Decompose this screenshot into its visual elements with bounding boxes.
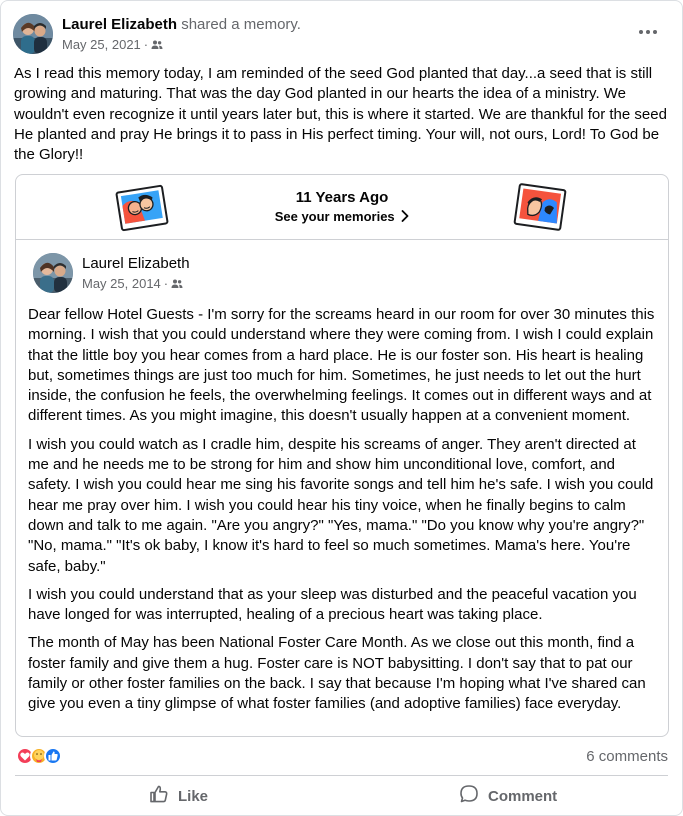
post-text: As I read this memory today, I am reminded of the seed God planted that day...a seed that is still growing and maturing. That was the day God planted in our hearts the idea of a ministry. We wouldn't even recognize it until years later but, this is where it started. We are thankful for the seed He planted and pray He brings it to pass in His perfect timing. Your will, not ours, Lord! To God be the Glory!! [14,65,667,164]
divider [15,775,668,776]
see-memories-link[interactable] [16,209,668,225]
chevron-right-icon [401,210,409,225]
original-post-date[interactable]: May 25, 2014 [82,276,161,291]
years-ago: 11 Years Ago [295,189,389,206]
separator: · [143,37,149,52]
post-header [13,14,670,56]
memory-card [15,174,669,737]
comment-bubble-icon [459,784,479,808]
author-name[interactable]: Laurel Elizabeth [62,16,178,33]
comment-label: Comment [488,787,558,805]
original-post-header [33,253,433,295]
separator: · [163,276,169,291]
original-paragraph: I wish you could watch as I cradle him, despite his screams of anger. They aren't directed at me and he needs me to be strong for him and show him unconditional love, comfort, and safety. I wish you could hear me sing his favorite songs and tell him he's safe. I wish you could hear me pray over him. I wish you could hear his tiny voice, when he finally begins to calm down and talk to me again. "Are you angry?" "Yes, mama." "Do you know why you're angry?" "No, mama." "It's ok baby, I know it's hard to feel so much sometimes. Mama's here. You're safe, baby." [28,435,654,575]
post-action: shared a memory. [181,16,301,33]
thumbs-up-icon [149,784,169,808]
like-button[interactable] [149,782,208,810]
see-memories-label: See your memories [274,209,395,224]
like-label: Like [178,787,209,805]
original-post-text [28,305,658,723]
original-author-name[interactable]: Laurel Elizabeth [82,255,190,272]
original-author-avatar[interactable] [33,253,73,293]
author-avatar[interactable] [13,14,53,54]
comments-count[interactable]: 6 comments [586,748,668,765]
like-icon [44,747,62,765]
friends-icon[interactable] [151,39,163,51]
original-paragraph: I wish you could understand that as your sleep was disturbed and the peaceful vacation you have longed for was interrupted, healing of a precious heart was taking place. [28,585,637,624]
memory-banner[interactable] [16,175,668,240]
original-paragraph: Dear fellow Hotel Guests - I'm sorry for the screams heard in our room for over 30 minutes this morning. I wish that you could understand where they were coming from. I wish I could explain that the little boy you hear comes from a hard place. He is our foster son. His heart is healing but, sometimes things are just too much for him. Sometimes, he just needs to let out the hurt inside, the confusion he feels, the overwhelming feelings. It comes out in different ways and at different times. As you might imagine, this doesn't usually happen at a convenient moment. [28,306,655,425]
post-date[interactable]: May 25, 2021 [62,37,141,52]
friends-icon[interactable] [171,278,183,290]
comment-button[interactable] [459,782,557,810]
memory-illustration-right-icon [510,182,570,237]
original-paragraph: The month of May has been National Foster Care Month. As we close out this month, find a foster family and give them a hug. Foster care is NOT babysitting. I don't say that to pat our family or other foster families on the back. I say that because I'm hoping what I've shared can give you even a tiny glimpse of what foster families (and adoptive families) face everyday. [28,634,646,713]
reaction-summary[interactable] [16,747,58,765]
more-options-icon[interactable] [636,24,660,40]
